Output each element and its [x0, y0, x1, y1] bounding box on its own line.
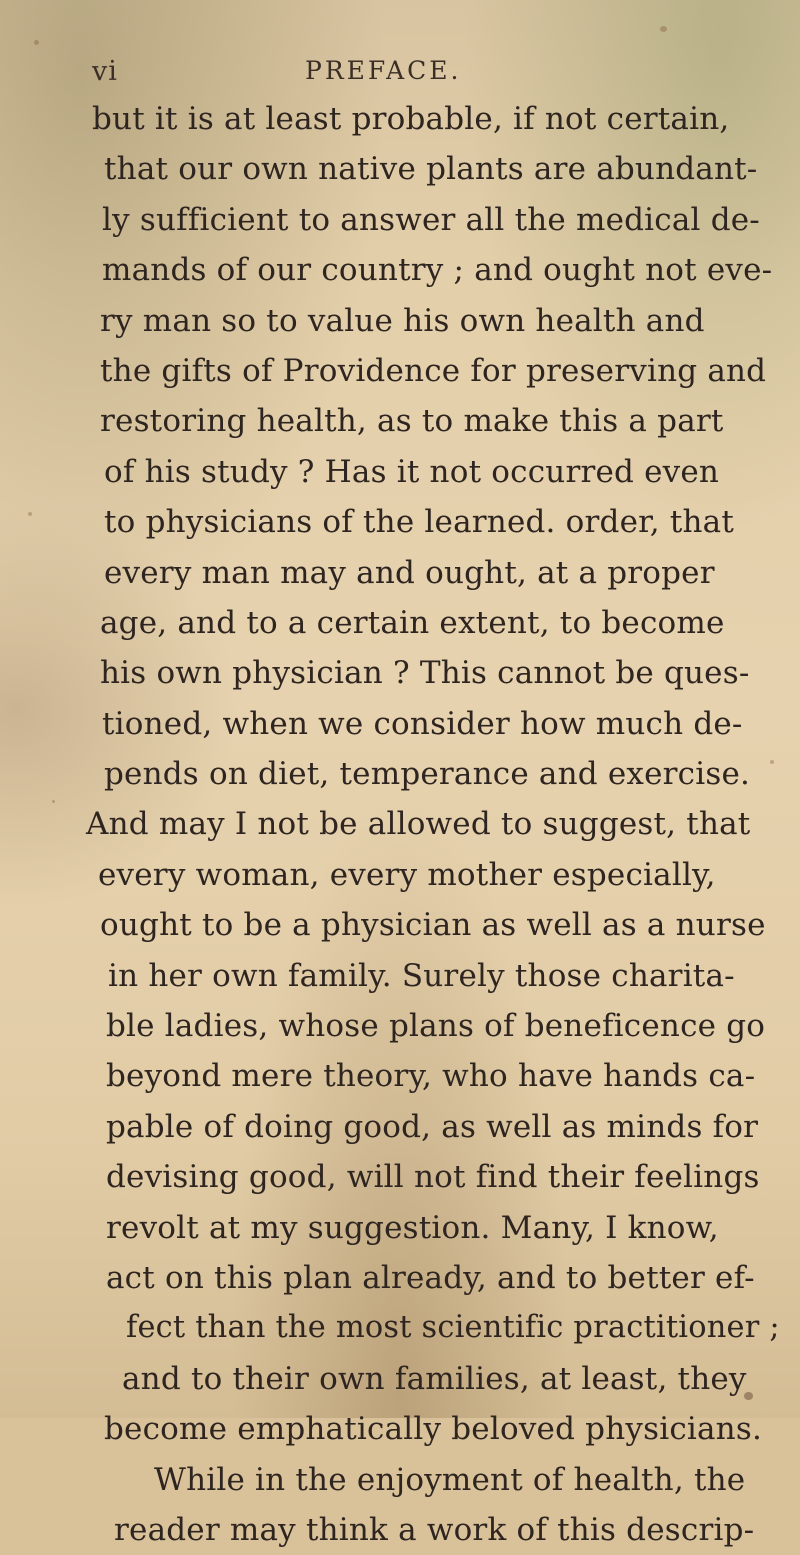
text-line: act on this plan already, and to better ef-	[106, 1259, 755, 1296]
paper-stain	[52, 800, 55, 803]
paper-stain	[28, 512, 32, 516]
text-line: mands of our country ; and ought not eve-	[102, 252, 773, 289]
text-line: ought to be a physician as well as a nurse	[100, 907, 766, 944]
text-line: restoring health, as to make this a part	[100, 403, 724, 440]
text-line: age, and to a certain extent, to become	[100, 604, 725, 641]
text-line: beyond mere theory, who have hands ca-	[106, 1058, 756, 1095]
text-line: pable of doing good, as well as minds for	[106, 1108, 759, 1145]
text-line: tioned, when we consider how much de-	[102, 705, 743, 742]
page-header	[0, 56, 800, 96]
text-line: While in the enjoyment of health, the	[154, 1461, 746, 1498]
text-line: his own physician ? This cannot be ques-	[100, 655, 750, 692]
text-line: ble ladies, whose plans of beneficence go	[106, 1008, 766, 1045]
paper-stain	[34, 40, 39, 45]
text-line: to physicians of the learned. order, that	[104, 504, 735, 541]
text-line: and to their own families, at least, they	[122, 1360, 747, 1397]
text-line: fect than the most scientific practitioner ;	[126, 1310, 780, 1346]
text-line: And may I not be allowed to suggest, that	[86, 806, 751, 843]
text-line: of his study ? Has it not occurred even	[104, 453, 720, 490]
text-line: every man may and ought, at a proper	[104, 554, 715, 591]
page-number: vi	[92, 56, 118, 87]
text-line: every woman, every mother especially,	[98, 856, 716, 893]
text-line: revolt at my suggestion. Many, I know,	[106, 1209, 719, 1246]
text-line: the gifts of Providence for preserving and	[100, 352, 767, 389]
text-line: ry man so to value his own health and	[100, 302, 705, 339]
paper-stain	[660, 26, 667, 32]
text-line: devising good, will not find their feelings	[106, 1159, 760, 1196]
text-line: but it is at least probable, if not certain,	[92, 101, 730, 137]
preface-body-text	[84, 94, 780, 1555]
text-line: reader may think a work of this descrip-	[114, 1511, 755, 1548]
text-line: in her own family. Surely those charita-	[108, 957, 735, 994]
text-line: ly sufficient to answer all the medical de-	[102, 201, 760, 238]
text-line: that our own native plants are abundant-	[104, 151, 758, 188]
text-line: become emphatically beloved physicians.	[104, 1411, 763, 1448]
running-head: PREFACE.	[305, 56, 462, 85]
text-line: pends on diet, temperance and exercise.	[104, 756, 751, 793]
